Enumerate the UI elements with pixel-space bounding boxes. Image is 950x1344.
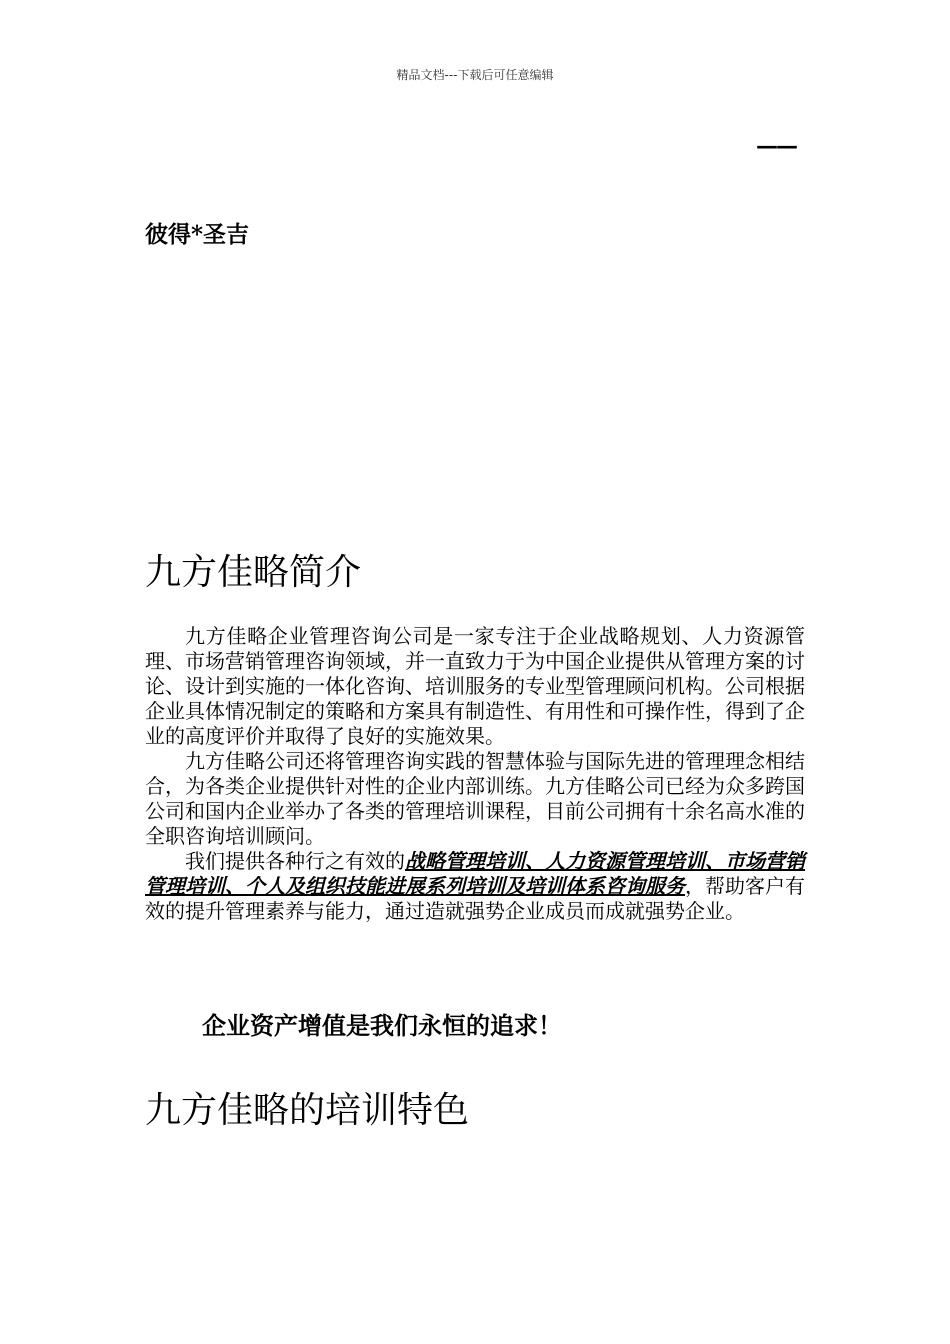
company-slogan: 企业资产增值是我们永恒的追求！ <box>202 1011 562 1040</box>
intro-body <box>145 624 805 924</box>
section-title-intro: 九方佳略简介 <box>145 552 362 593</box>
quote-author: 彼得*圣吉 <box>145 221 250 248</box>
quote-dash: —— <box>756 133 796 159</box>
paragraph-3-suffix: ，帮助客户有效的提升管理素养与能力，通过造就强势企业成员而成就强势企业。 <box>145 874 805 923</box>
intro-paragraph-3 <box>145 849 805 924</box>
paragraph-3-prefix: 我们提供各种行之有效的 <box>185 849 405 873</box>
intro-paragraph-2: 九方佳略公司还将管理咨询实践的智慧体验与国际先进的管理理念相结合，为各类企业提供针对性的企业内部训练。九方佳略公司已经为众多跨国公司和国内企业举办了各类的管理培训课程，目前公司拥有十余名高水准的全职咨询培训顾问。 <box>145 749 805 848</box>
intro-paragraph-1: 九方佳略企业管理咨询公司是一家专注于企业战略规划、人力资源管理、市场营销管理咨询领域，并一直致力于为中国企业提供从管理方案的讨论、设计到实施的一体化咨询、培训服务的专业型管理顾问机构。公司根据企业具体情况制定的策略和方案具有制造性、有用性和可操作性，得到了企业的高度评价并取得了良好的实施效果。 <box>145 624 805 748</box>
section-title-training: 九方佳略的培训特色 <box>145 1090 470 1131</box>
page-header-watermark: 精品文档---下载后可任意编辑 <box>396 68 554 82</box>
services-highlight: 战略管理培训、人力资源管理培训、市场营销管理培训、个人及组织技能进展系列培训及培训体系咨询服务 <box>145 849 805 898</box>
